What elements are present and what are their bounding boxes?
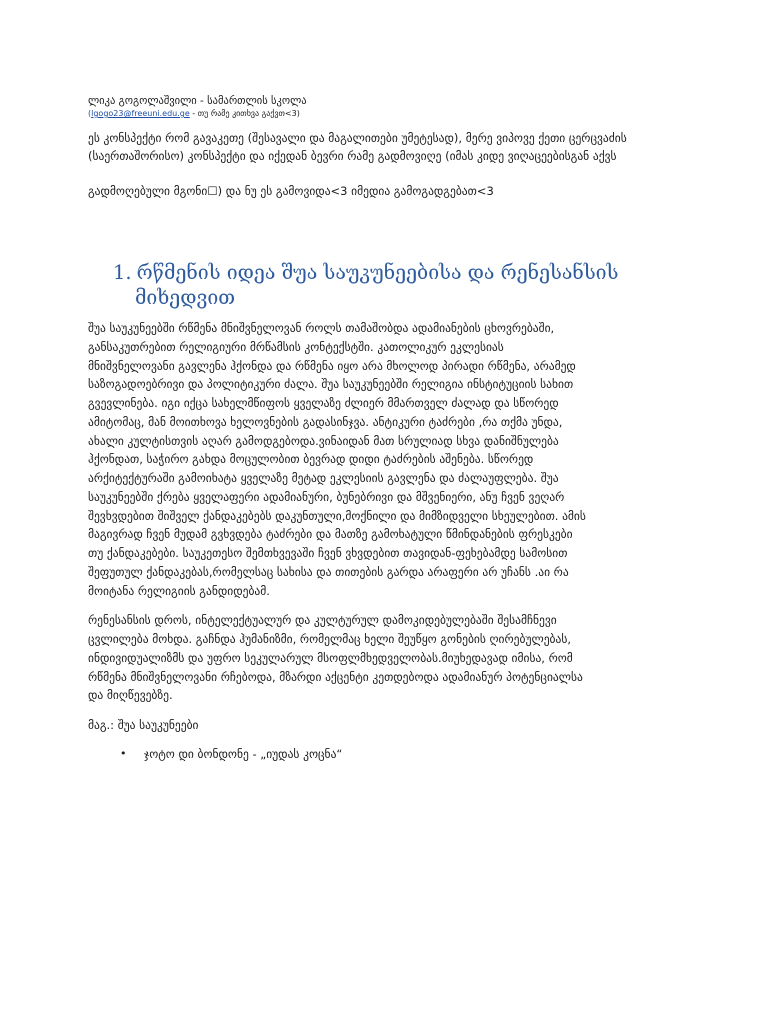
document-page — [88, 94, 688, 761]
list-item — [88, 745, 688, 763]
author-line: ლიკა გოგოლაშვილი - სამართლის სკოლა — [88, 95, 307, 107]
intro-line-3: გადმოღებული მგონი☐) და ნუ ეს გამოვიდა<3 იმედია გამოგადგებათ<3 — [88, 184, 494, 198]
intro-paragraph — [88, 129, 688, 165]
paragraph-spacer — [88, 705, 688, 716]
paragraph-line: შევხვდებით შიშველ ქანდაკებებს დაკუნთული,მოქნილი და მიმზიდველი სხეულებით. ამის — [88, 508, 586, 523]
intro-line-1: ეს კონსპექტი რომ გავაკეთე (შესავალი და მაგალითები უმეტესად), მერე ვიპოვე ქეთი ცერცვაძის — [88, 131, 627, 145]
paragraph-line: რწმენა მნიშვნელოვანი რჩებოდა, მზარდი აქცენტი კეთდებოდა ადამიანურ პოტენციალსა — [88, 669, 583, 684]
paragraph-line: საზოგადოებრივი და პოლიტიკური ძალა. შუა საუკუნეებში რელიგია ინსტიტუციის სახით — [88, 377, 574, 392]
example-label: მაგ.: შუა საუკუნეები — [88, 718, 199, 732]
heading-title-1: რწმენის იდეა შუა საუკუნეებისა და რენესანსის — [136, 261, 619, 284]
heading-line-2: მიხედვით — [135, 286, 236, 309]
paragraph-line: რენესანსის დროს, ინტელექტუალურ და კულტურულ დამოკიდებულებაში შესამჩნევი — [88, 613, 557, 628]
contact-line — [88, 108, 688, 120]
paragraph-line: ახალი კულტისთვის აღარ გამოდგებოდა.ვინაიდან მათ სრულიად სხვა დანიშნულება — [88, 433, 559, 448]
paragraph-line: შეფუთულ ქანდაკებას,რომელსაც სახისა და თითების გარდა არაფერი არ უჩანს .აი რა — [88, 564, 569, 579]
paragraph-line: მნიშვნელოვანი გავლენა ჰქონდა და რწმენა იყო არა მხოლოდ პირადი რწმენა, არამედ — [88, 358, 576, 373]
list-item-text: ჯოტო დი ბონდონე - „იუდას კოცნა“ — [144, 747, 343, 761]
paragraph-renaissance — [88, 611, 688, 705]
section-body — [88, 319, 688, 763]
paragraph-line: განსაკუთრებით რელიგიური მრწამსის კონტექსტში. კათოლიკურ ეკლესიას — [88, 339, 504, 354]
paragraph-line: არქიტექტურაში გამოიხატა ყველაზე მეტად ეკლესიის გავლენა და ძალაუფლება. შუა — [88, 471, 559, 485]
contact-suffix: - თუ რამე კითხვა გაქვთ<3) — [189, 109, 300, 118]
paragraph-line: გვევლინება. იგი იქცა სახელმწიფოს ყველაზე ძლიერ მმართველ ძალად და სწორედ — [88, 396, 559, 410]
paragraph-line: ჰქონდათ, საჭირო გახდა მოცულობით ბევრად დიდი ტაძრების აშენება. სწორედ — [88, 452, 534, 467]
paragraph-line: ამიტომაც, მან მოითხოვა ხელოვნების გადასინჯვა. ანტიკური ტაძრები ,რა თქმა უნდა, — [88, 414, 563, 429]
paragraph-line: ინდივიდუალიზმს და უფრო სეკულარულ მსოფლმხედველობას.მიუხედავად იმისა, რომ — [88, 650, 573, 665]
paragraph-line: ცვლილება მოხდა. გაჩნდა ჰუმანიზმი, რომელმაც ხელი შეუწყო გონების ღირებულებას, — [88, 632, 571, 646]
heading-line-1 — [113, 260, 673, 285]
bullet-icon: • — [120, 747, 127, 760]
contact-open-paren: ( — [88, 109, 92, 118]
intro-line-2: (საერთაშორისო) კონსპექტი და იქედან ბევრი რამე გადმოვიღე (იმას კიდე ვიღაცეებისგან აქვს — [88, 149, 617, 163]
heading-number: 1. — [113, 261, 132, 284]
paragraph-line: და მიღწევებზე. — [88, 688, 173, 703]
section-heading — [113, 260, 673, 310]
paragraph-line: მოიტანა რელიგიის განდიდებამ. — [88, 583, 270, 598]
email-link[interactable]: lgogo23@freeuni.edu.ge — [91, 109, 190, 118]
paragraph-line: თუ ქანდაკებები. საუკეთესო შემთხვევაში ჩვენ ვხვდებით თავიდან-ფეხებამდე სამოსით — [88, 546, 568, 560]
paragraph-line: საუკუნეებში ქრება ყველაფერი ადამიანური, ბუნებრივი და მშვენიერი, ანუ ჩვენ ვეღარ — [88, 489, 565, 504]
paragraph-line: მაგივრად ჩვენ მუდამ გვხვდება ტაძრები და მათზე გამოხატული წმინდანების ფრესკები — [88, 527, 573, 542]
paragraph-line: შუა საუკუნეებში რწმენა მნიშვნელოვან როლს თამაშობდა ადამიანების ცხოვრებაში, — [88, 321, 555, 335]
example-list — [88, 745, 688, 763]
paragraph-medieval — [88, 319, 688, 600]
paragraph-spacer — [88, 600, 688, 611]
